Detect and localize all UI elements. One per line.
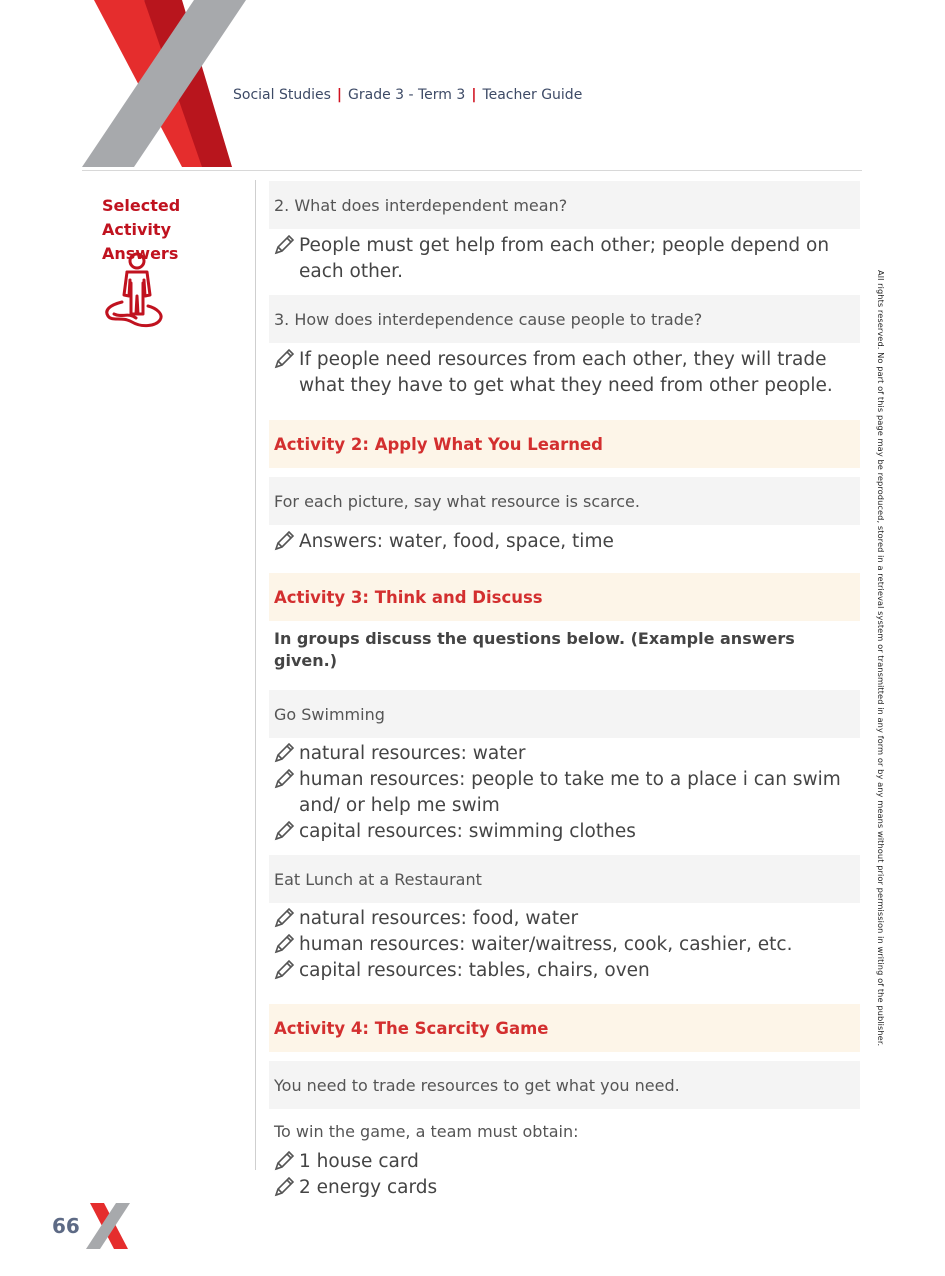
activity-2-answer	[269, 529, 860, 555]
activity-3-title: Activity 3: Think and Discuss	[269, 573, 860, 621]
answer-text: 1 house card	[299, 1151, 419, 1172]
header-subject: Social Studies	[233, 87, 331, 103]
page-number: 66	[52, 1214, 80, 1238]
brand-logo-footer	[86, 1203, 130, 1249]
topic-go-swimming: Go Swimming	[269, 690, 860, 738]
list-item	[269, 819, 860, 845]
answer-text: human resources: waiter/waitress, cook, cashier, etc.	[299, 934, 793, 955]
pencil-icon	[273, 820, 295, 842]
header-divider	[82, 170, 862, 171]
activity-4-win-intro: To win the game, a team must obtain:	[274, 1122, 579, 1141]
pencil-icon	[273, 959, 295, 981]
header-grade: Grade 3 - Term 3	[348, 87, 466, 103]
list-item	[269, 767, 860, 819]
topic-2-answer-list	[269, 906, 860, 984]
list-item	[269, 958, 860, 984]
pencil-icon	[273, 530, 295, 552]
answer-text: 2 energy cards	[299, 1177, 438, 1198]
pencil-icon	[273, 348, 295, 370]
topic-eat-lunch: Eat Lunch at a Restaurant	[269, 855, 860, 903]
answer-text: capital resources: tables, chairs, oven	[299, 960, 650, 981]
answer-text: capital resources: swimming clothes	[299, 821, 636, 842]
answer-text: human resources: people to take me to a place i can swim and/ or help me swim	[299, 769, 841, 816]
rights-notice: All rights reserved. No part of this page may be reproduced, stored in a retrieval system or transmitted in any form or by any means without prior permission in writing of the publisher.	[876, 270, 886, 1047]
header-guide: Teacher Guide	[482, 87, 583, 103]
list-item	[269, 1175, 860, 1201]
activity-2-title: Activity 2: Apply What You Learned	[269, 420, 860, 468]
header-separator: |	[336, 87, 343, 103]
answer-text: natural resources: water	[299, 743, 526, 764]
list-item	[269, 932, 860, 958]
activity-2-prompt: For each picture, say what resource is scarce.	[269, 477, 860, 525]
pencil-icon	[273, 234, 295, 256]
person-standing-icon	[100, 250, 166, 334]
pencil-icon	[273, 1150, 295, 1172]
question-3: 3. How does interdependence cause people to trade?	[269, 295, 860, 343]
pencil-icon	[273, 742, 295, 764]
answer-text: natural resources: food, water	[299, 908, 579, 929]
pencil-icon	[273, 768, 295, 790]
answer-text: Answers: water, food, space, time	[299, 531, 614, 552]
answer-text: If people need resources from each other, they will trade what they have to get what they need from other people.	[299, 349, 833, 396]
column-divider	[255, 180, 256, 1170]
answer-3	[269, 347, 860, 399]
activity-4-title: Activity 4: The Scarcity Game	[269, 1004, 860, 1052]
answer-2	[269, 233, 860, 285]
running-header	[233, 87, 582, 103]
sidebar-heading: Selected Activity Answers	[102, 196, 181, 263]
activity-3-instruction: In groups discuss the questions below. (Example answers given.)	[274, 629, 795, 670]
pencil-icon	[273, 1176, 295, 1198]
header-separator: |	[471, 87, 477, 103]
list-item	[269, 741, 860, 767]
pencil-icon	[273, 907, 295, 929]
pencil-icon	[273, 933, 295, 955]
answers-column	[269, 181, 860, 1201]
question-2: 2. What does interdependent mean?	[269, 181, 860, 229]
answer-text: People must get help from each other; people depend on each other.	[299, 235, 830, 282]
list-item	[269, 1149, 860, 1175]
topic-1-answer-list	[269, 741, 860, 845]
list-item	[269, 906, 860, 932]
win-items-list	[269, 1149, 860, 1201]
brand-logo-top	[82, 0, 252, 167]
activity-4-prompt: You need to trade resources to get what you need.	[269, 1061, 860, 1109]
